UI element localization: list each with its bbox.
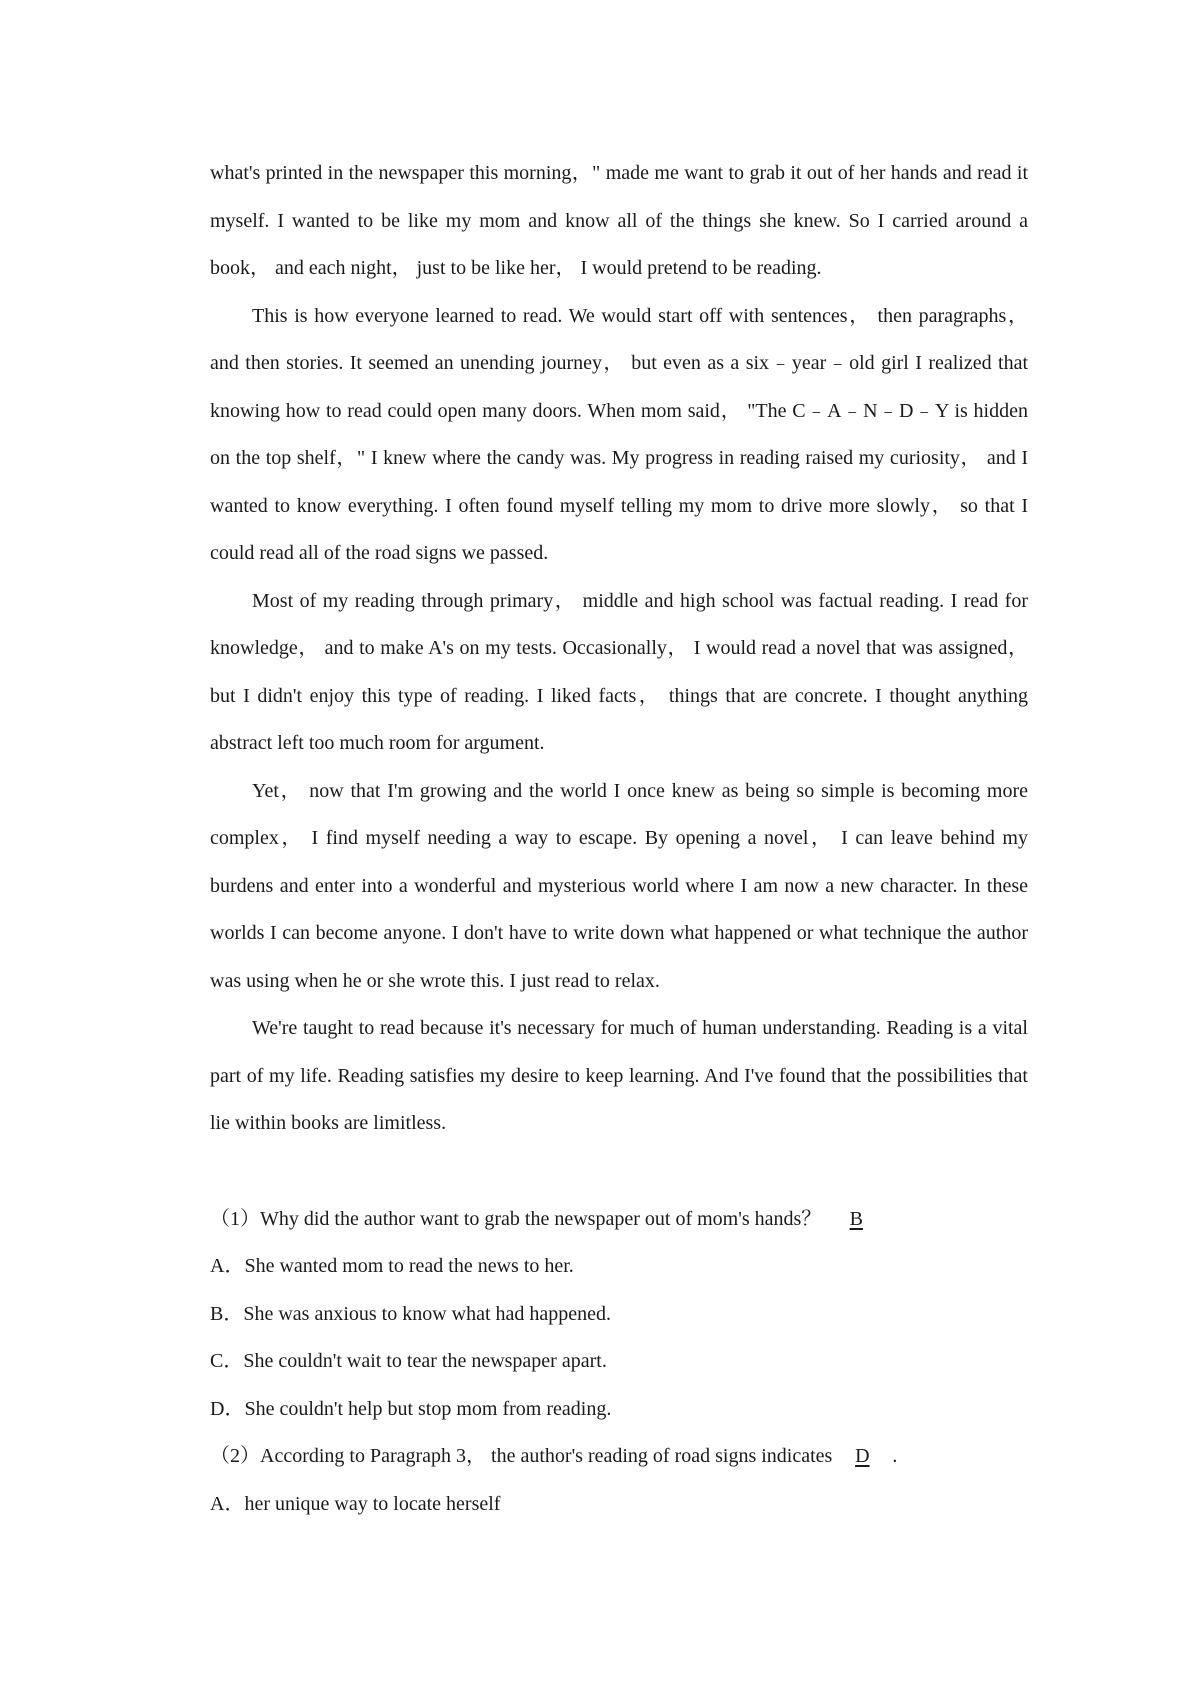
question-1-option-d: D．She couldn't help but stop mom from reading. xyxy=(210,1397,612,1420)
question-2-text: （2）According to Paragraph 3， the author's reading of road signs indicates xyxy=(210,1445,833,1467)
passage-paragraph-4: Yet， now that I'm growing and the world I once knew as being so simple is becoming more complex， I find myself needing a way to escape. By opening a novel， I can leave behind my burdens and enter into a wonderful and mysterious world where I am now a new character. In these worlds I can become anyone. I don't have to write down what happened or what technique the author was using when he or she wrote this. I just read to relax. xyxy=(210,779,1028,992)
question-1-stem xyxy=(210,1196,1028,1244)
question-1-option-b: B．She was anxious to know what had happened. xyxy=(210,1302,612,1325)
question-1-text: （1）Why did the author want to grab the newspaper out of mom's hands？ xyxy=(210,1207,822,1230)
question-2-answer: D xyxy=(855,1445,870,1467)
question-2-after: . xyxy=(892,1445,898,1467)
question-2-option-a: A．her unique way to locate herself xyxy=(210,1492,501,1515)
question-2-stem xyxy=(210,1433,1028,1481)
passage-paragraph-2: This is how everyone learned to read. We would start off with sentences， then paragraphs， and then stories. It seemed an unending journey， but even as a six﹣year﹣old girl I realized that knowing how to read could open many doors. When mom said， "The C﹣A﹣N﹣D﹣Y is hidden on the top shelf，" I knew where the candy was. My progress in reading raised my curiosity， and I wanted to know everything. I often found myself telling my mom to drive more slowly， so that I could read all of the road signs we passed. xyxy=(210,304,1028,564)
passage-paragraph-5: We're taught to read because it's necessary for much of human understanding. Reading is a vital part of my life. Reading satisfies my desire to keep learning. And I've found that the possibilities that lie within books are limitless. xyxy=(210,1017,1028,1134)
question-section xyxy=(210,1196,1028,1529)
reading-passage xyxy=(210,150,1028,1148)
question-1-option-c: C．She couldn't wait to tear the newspaper apart. xyxy=(210,1350,607,1372)
document-page xyxy=(210,150,1028,1528)
passage-paragraph-3: Most of my reading through primary， middle and high school was factual reading. I read for knowledge， and to make A's on my tests. Occasionally， I would read a novel that was assigned， but I didn't enjoy this type of reading. I liked facts， things that are concrete. I thought anything abstract left too much room for argument. xyxy=(210,589,1028,754)
question-1-option-a: A．She wanted mom to read the news to her. xyxy=(210,1255,574,1277)
question-1-answer: B xyxy=(849,1207,863,1230)
passage-paragraph-1: what's printed in the newspaper this morning，" made me want to grab it out of her hands and read it myself. I wanted to be like my mom and know all of the things she knew. So I carried around a book， and each night， just to be like her， I would pretend to be reading. xyxy=(210,162,1028,279)
